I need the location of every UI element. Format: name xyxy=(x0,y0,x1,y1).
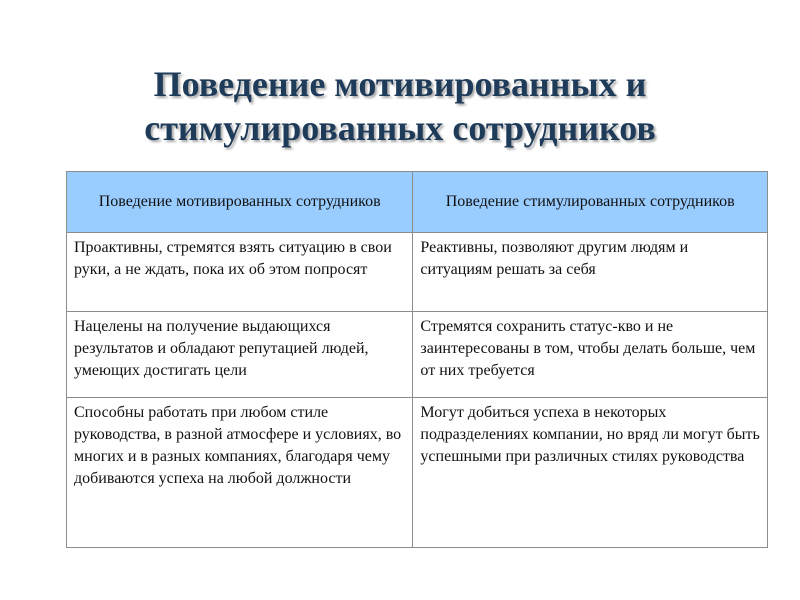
cell-stimulated-some-divisions: Могут добиться успеха в некоторых подразделениях компании, но вряд ли могут быть успешными при различных стилях руководства xyxy=(413,398,768,548)
table-row xyxy=(67,398,768,548)
table-row xyxy=(67,233,768,312)
header-motivated: Поведение мотивированных сотрудников xyxy=(67,172,413,233)
header-stimulated: Поведение стимулированных сотрудников xyxy=(413,172,768,233)
slide-title-line-1: Поведение мотивированных и xyxy=(153,64,647,104)
cell-motivated-any-style: Способны работать при любом стиле руководства, в разной атмосфере и условиях, во многих и в разных компаниях, благодаря чему добиваются успеха на любой должности xyxy=(67,398,413,548)
cell-motivated-results: Нацелены на получение выдающихся результатов и обладают репутацией людей, умеющих достигать цели xyxy=(67,312,413,398)
cell-stimulated-reactive: Реактивны, позволяют другим людям и ситуациям решать за себя xyxy=(413,233,768,312)
table-header-row xyxy=(67,172,768,233)
cell-motivated-proactive: Проактивны, стремятся взять ситуацию в свои руки, а не ждать, пока их об этом попросят xyxy=(67,233,413,312)
cell-stimulated-status-quo: Стремятся сохранить статус-кво и не заинтересованы в том, чтобы делать больше, чем от них требуется xyxy=(413,312,768,398)
table-row xyxy=(67,312,768,398)
comparison-table xyxy=(66,171,768,548)
slide-title-line-2: стимулированных сотрудников xyxy=(144,108,656,148)
slide-title xyxy=(0,62,800,150)
